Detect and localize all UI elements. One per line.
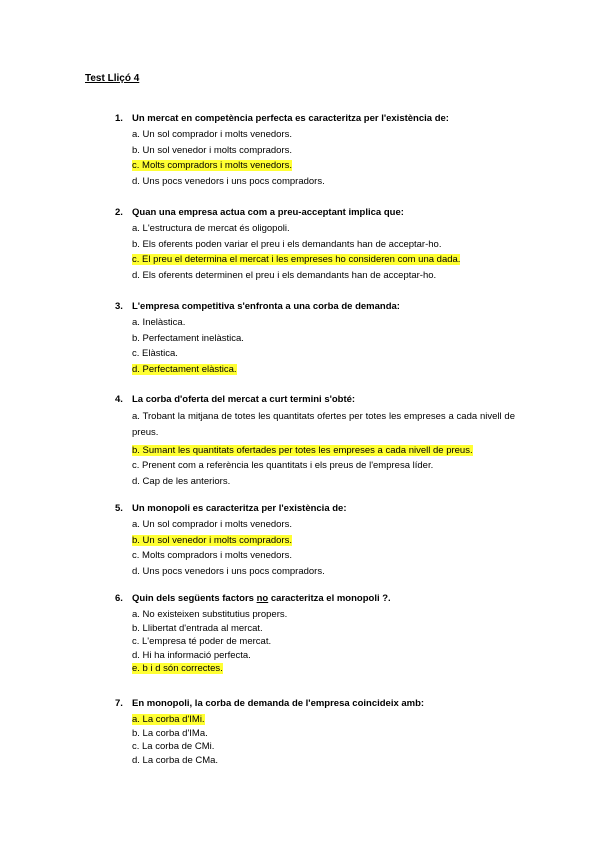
option-a: a. L'estructura de mercat és oligopoli.	[132, 223, 290, 234]
question-number: 4.	[115, 394, 123, 405]
option-d-highlighted: d. Perfectament elàstica.	[132, 363, 237, 375]
option-d: d. La corba de CMa.	[132, 754, 219, 766]
question-text: L'empresa competitiva s'enfronta a una corba de demanda:	[132, 301, 400, 312]
option-c: c. L'empresa té poder de mercat.	[132, 636, 272, 648]
option-d: d. Uns pocs venedors i uns pocs compradors.	[132, 565, 325, 577]
option-a: a. Un sol comprador i molts venedors.	[132, 129, 292, 140]
option-c: c. Prenent com a referència les quantitats i els preus de l'empresa líder.	[132, 460, 434, 472]
question-number: 3.	[115, 301, 123, 312]
option-a: a. Un sol comprador i molts venedors.	[132, 519, 292, 530]
question-number: 5.	[115, 503, 123, 514]
question-text: Un monopoli es caracteritza per l'existència de:	[132, 503, 347, 514]
question-number: 2.	[115, 207, 123, 218]
option-c-highlighted: c. El preu el determina el mercat i les empreses ho consideren com una dada.	[132, 254, 461, 266]
option-b-highlighted: b. Un sol venedor i molts compradors.	[132, 534, 292, 546]
option-b: b. Perfectament inelàstica.	[132, 332, 244, 344]
option-b: b. Els oferents poden variar el preu i els demandants han de acceptar-ho.	[132, 238, 442, 250]
question-2	[115, 206, 515, 284]
option-b: b. La corba d'IMa.	[132, 727, 208, 739]
question-1	[115, 112, 515, 190]
option-e-highlighted: e. b i d són correctes.	[132, 663, 223, 675]
question-6	[115, 592, 515, 676]
option-c: c. Elàstica.	[132, 348, 178, 360]
option-c: c. La corba de CMi.	[132, 741, 215, 753]
question-3	[115, 300, 515, 378]
underlined-word: no	[256, 593, 269, 604]
question-4	[115, 393, 515, 490]
option-c: c. Molts compradors i molts venedors.	[132, 550, 292, 562]
question-text: La corba d'oferta del mercat a curt termini s'obté:	[132, 394, 356, 405]
question-number: 7.	[115, 698, 123, 709]
question-text: En monopoli, la corba de demanda de l'empresa coincideix amb:	[132, 698, 425, 709]
option-d: d. Cap de les anteriors.	[132, 475, 231, 487]
question-5	[115, 502, 515, 580]
option-b: b. Un sol venedor i molts compradors.	[132, 144, 292, 156]
option-a: a. No existeixen substitutius propers.	[132, 609, 288, 620]
option-c-highlighted: c. Molts compradors i molts venedors.	[132, 160, 292, 172]
option-d: d. Els oferents determinen el preu i els demandants han de acceptar-ho.	[132, 269, 437, 281]
option-d: d. Uns pocs venedors i uns pocs compradors.	[132, 175, 325, 187]
question-number: 6.	[115, 593, 123, 604]
option-b: b. Llibertat d'entrada al mercat.	[132, 622, 263, 634]
option-b-highlighted: b. Sumant les quantitats ofertades per totes les empreses a cada nivell de preus.	[132, 444, 473, 456]
question-text: Quan una empresa actua com a preu-acceptant implica que:	[132, 207, 404, 218]
option-a: a. Inelàstica.	[132, 317, 186, 328]
question-text: Quin dels següents factors no caracteritza el monopoli ?.	[132, 593, 391, 604]
option-a-highlighted: a. La corba d'IMi.	[132, 714, 205, 725]
document-title: Test Lliçó 4	[85, 73, 140, 84]
question-text: Un mercat en competència perfecta es caracteritza per l'existència de:	[132, 113, 449, 124]
question-7	[115, 697, 515, 767]
question-number: 1.	[115, 113, 123, 124]
option-a: a. Trobant la mitjana de totes les quantitats ofertes per totes les empreses a cada nivell de preus.	[132, 411, 515, 438]
option-d: d. Hi ha informació perfecta.	[132, 649, 251, 661]
